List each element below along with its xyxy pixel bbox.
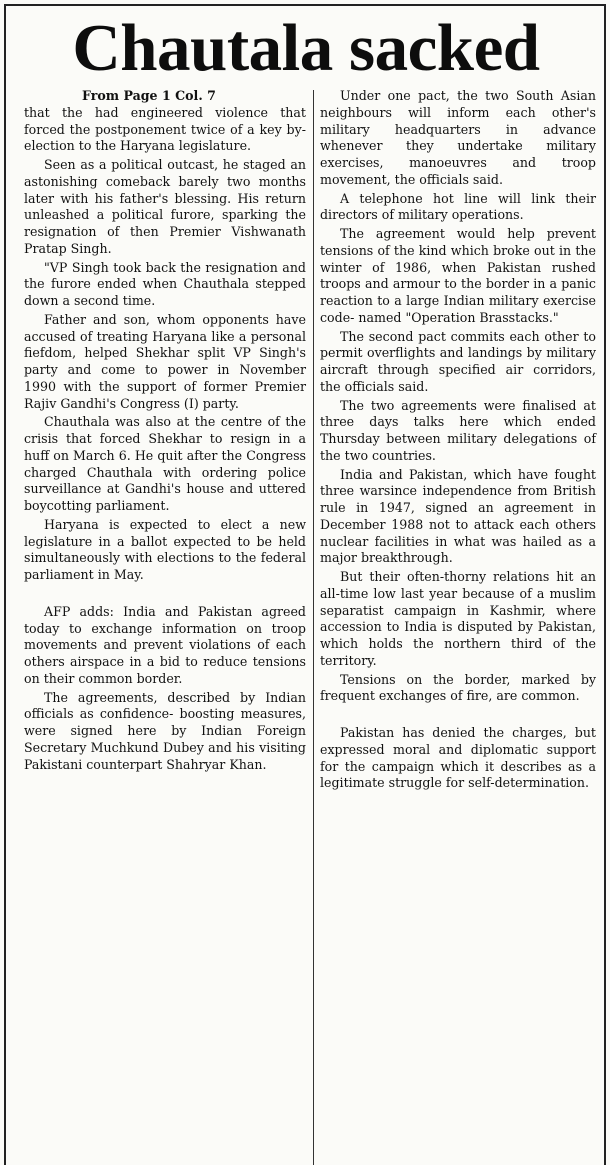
- paragraph: The second pact commits each other to permit overflights and landings by military aircraft through specified air corridors, the officials said.: [320, 328, 596, 394]
- paragraph: The agreements, described by Indian officials as confidence- boosting measures, were signed here by Indian Foreign Secretary Muchkund Dubey and his visiting Pakistani counterpart Shahryar Khan.: [24, 689, 306, 772]
- column-divider: [313, 90, 314, 1165]
- paragraph: "VP Singh took back the resignation and the furore ended when Chauthala stepped down a second time.: [24, 259, 306, 308]
- paragraph: Pakistan has denied the charges, but expressed moral and diplomatic support for the campaign which it describes as a legitimate struggle for self-determination.: [320, 725, 596, 791]
- headline: Chautala sacked: [72, 11, 540, 85]
- paragraph: that the had engineered violence that forced the postponement twice of a key by-election to the Haryana legislature.: [24, 104, 306, 154]
- paragraph: A telephone hot line will link their directors of military operations.: [320, 190, 596, 223]
- right-rule: [604, 4, 606, 1165]
- paragraph: Haryana is expected to elect a new legislature in a ballot expected to be held simultaneously with elections to the federal parliament in May.: [24, 516, 306, 582]
- paragraph: India and Pakistan, which have fought three warsince independence from British rule in 1947, signed an agreement in December 1988 not to attack each others nuclear facilities in what was hailed as a major breakthrough.: [320, 466, 596, 566]
- paragraph: Tensions on the border, marked by frequent exchanges of fire, are common.: [320, 671, 596, 704]
- paragraph: Father and son, whom opponents have accused of treating Haryana like a personal fiefdom, helped Shekhar split VP Singh's party and come to power in November 1990 with the support of former Premier Rajiv Gandhi's Congress (I) party.: [24, 311, 306, 411]
- jump-line: From Page 1 Col. 7: [82, 88, 216, 103]
- left-rule: [4, 4, 6, 1165]
- top-rule: [4, 4, 606, 6]
- right-column: [320, 88, 596, 794]
- left-column: [24, 88, 306, 775]
- paragraph: The two agreements were finalised at three days talks here which ended Thursday between military delegations of the two countries.: [320, 397, 596, 463]
- paragraph: But their often-thorny relations hit an all-time low last year because of a muslim separatist campaign in Kashmir, where accession to India is disputed by Pakistan, which holds the northern third of the territory.: [320, 569, 596, 668]
- paragraph: The agreement would help prevent tensions of the kind which broke out in the winter of 1986, when Pakistan rushed troops and armour to the border in a panic reaction to a large Indian military exercise code- named "Operation Brasstacks.": [320, 226, 596, 325]
- paragraph: Under one pact, the two South Asian neighbours will inform each other's military headquarters in advance whenever they undertake military exercises, manoeuvres and troop movement, the officials said.: [320, 88, 596, 187]
- paragraph: Seen as a political outcast, he staged an astonishing comeback barely two months later with his father's blessing. His return unleashed a political furore, sparking the resignation of then Premier Vishwanath Pratap Singh.: [24, 157, 306, 256]
- paragraph: AFP adds: India and Pakistan agreed today to exchange information on troop movements and prevent violations of each others airspace in a bid to reduce tensions on their common border.: [24, 603, 306, 686]
- paragraph: Chauthala was also at the centre of the crisis that forced Shekhar to resign in a huff on March 6. He quit after the Congress charged Chauthala with ordering police surveillance at Gandhi's house and uttered boycotting parliament.: [24, 414, 306, 513]
